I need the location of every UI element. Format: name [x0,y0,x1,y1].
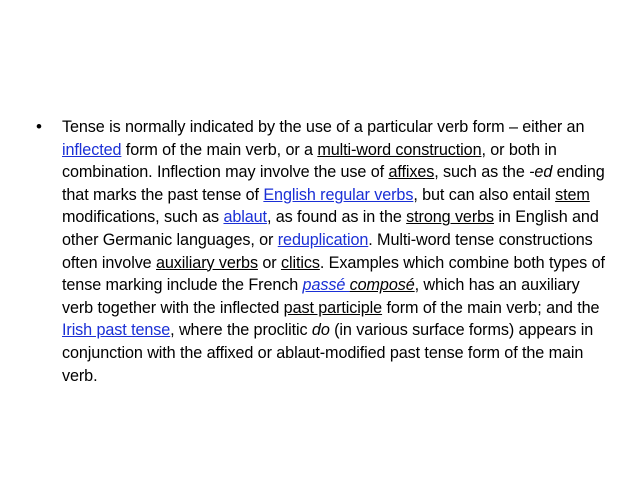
bullet-symbol: • [36,117,42,136]
text-segment: , which has an auxiliary verb together with the inflected [62,276,580,317]
link-ablaut[interactable]: ablaut [223,208,267,227]
text-segment: modifications, such as [62,208,224,227]
text-segment: . Examples which combine both types of tense marking include the French [62,253,605,295]
bullet-item [36,116,606,387]
text-segment: . Multi-word tense constructions often involve [62,230,593,272]
link-auxiliary-verbs[interactable]: auxiliary verbs [156,253,258,272]
text-segment: ending that marks the past tense of [62,163,605,204]
link-clitics[interactable]: clitics [280,253,320,272]
text-segment: form of the main verb; and the [382,298,600,317]
text-segment: , but can also entail [413,185,556,204]
link-multi-word-construction[interactable]: multi-word construction [317,140,482,159]
text-segment: , such as the [434,163,530,182]
link-stem[interactable]: stem [555,185,590,204]
text-segment: Tense is normally indicated by the use of a particular verb form – either an [62,118,585,136]
link-affixes[interactable]: affixes [388,163,435,182]
link-irish-past-tense[interactable]: Irish past tense [62,321,171,340]
italic-passe: passé [302,276,350,295]
italic-do: do [311,321,330,340]
bullet-paragraph [62,116,606,387]
text-segment: in English and other Germanic languages, or [62,208,599,249]
link-past-participle[interactable]: past participle [283,298,383,317]
text-segment: or [257,253,281,272]
link-english-regular-verbs[interactable]: English regular verbs [263,185,414,204]
italic-compose: composé [349,276,415,295]
link-strong-verbs[interactable]: strong verbs [406,208,495,227]
text-segment: , or both in combination. Inflection may involve the use of [62,140,557,182]
link-inflected[interactable]: inflected [62,140,122,159]
text-segment: , as found as in the [266,208,407,227]
text-segment: form of the main verb, or a [121,140,318,159]
link-compose[interactable] [350,276,415,294]
link-passe[interactable] [303,276,350,294]
italic-ed: -ed [529,163,553,182]
link-reduplication[interactable]: reduplication [277,230,369,249]
text-segment: , where the proclitic [170,321,312,340]
text-segment: (in various surface forms) appears in conjunction with the affixed or ablaut-modified past tense form of the main verb. [62,321,594,385]
